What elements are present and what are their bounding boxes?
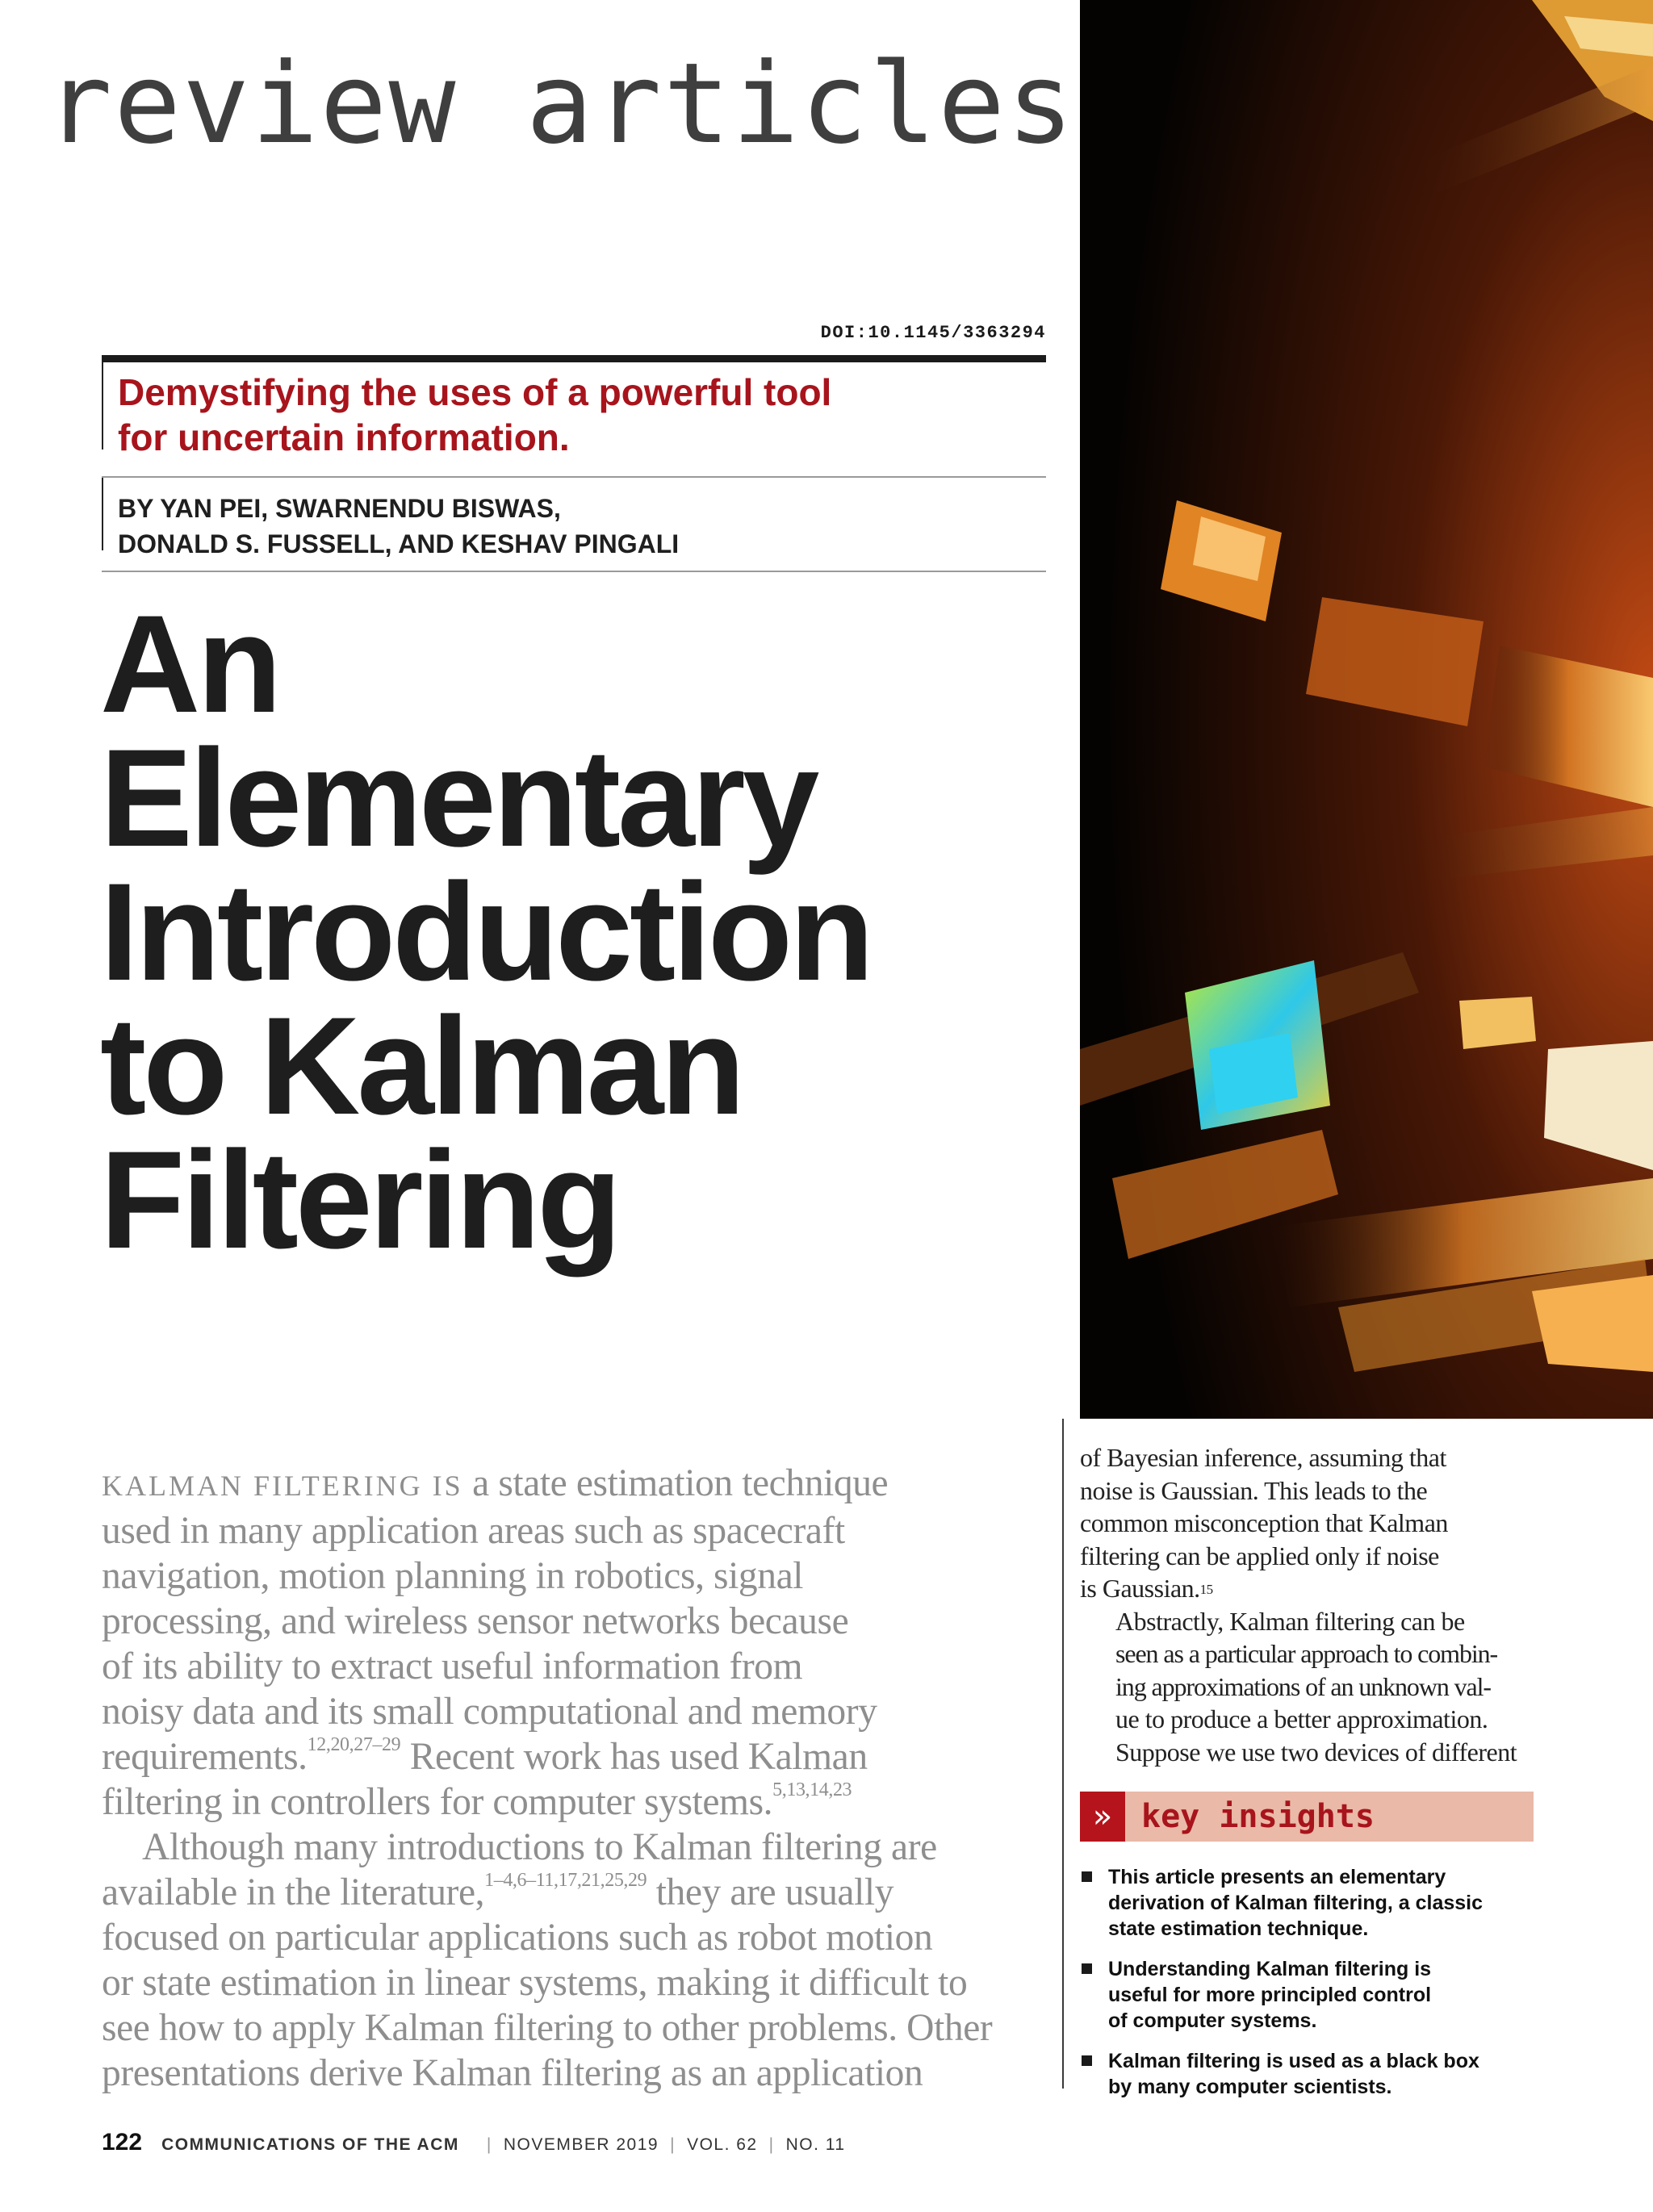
lead-line: KALMAN FILTERING IS a state estimation technique	[102, 1462, 889, 1504]
lead-line: available in the literature,$^{1-4,6-11,17,21,25,29}$ they are usually	[102, 1870, 894, 1913]
title-line: Filtering	[100, 1123, 619, 1277]
lead-smallcaps: KALMAN FILTERING IS	[102, 1470, 463, 1502]
insight-item: This article presents an elementary derivation of Kalman filtering, a classic state estimation technique.	[1080, 1864, 1534, 1942]
footer-separator: |	[768, 2135, 775, 2154]
citation: 5,13,14,23	[772, 1779, 852, 1801]
byline-line: DONALD S. FUSSELL, AND KESHAV PINGALI	[118, 529, 680, 558]
section-header: review articles	[45, 39, 1076, 169]
issue-number: NO. 11	[785, 2135, 846, 2154]
page-footer	[102, 2129, 846, 2156]
title-line: Introduction	[100, 855, 872, 1010]
lead-line: navigation, motion planning in robotics, signal	[102, 1555, 804, 1597]
byline	[118, 491, 1006, 562]
insight-item: Kalman filtering is used as a black box by many computer scientists.	[1080, 2048, 1534, 2100]
lead-line: presentations derive Kalman filtering as an application	[102, 2052, 923, 2094]
key-insights-list	[1080, 1864, 1534, 2100]
footer-separator: |	[670, 2135, 676, 2154]
lead-line: used in many application areas such as spacecraft	[102, 1510, 845, 1552]
lead-paragraphs	[102, 1461, 1046, 2096]
lead-line: noisy data and its small computational and memory	[102, 1691, 877, 1733]
insight-item: Understanding Kalman filtering is useful for more principled control of computer systems.	[1080, 1956, 1534, 2034]
header-rule	[102, 355, 1046, 362]
citation: 12,20,27–29	[307, 1734, 401, 1756]
subtitle-line: Demystifying the uses of a powerful tool	[118, 371, 832, 413]
title-line: An	[100, 587, 279, 742]
square-bullet-icon	[1082, 2055, 1092, 2066]
publication-name: COMMUNICATIONS OF THE ACM	[161, 2135, 459, 2154]
lead-line: or state estimation in linear systems, making it difficult to	[102, 1962, 968, 2004]
byline-line: BY YAN PEI, SWARNENDU BISWAS,	[118, 494, 561, 523]
volume: VOL. 62	[687, 2135, 758, 2154]
issue-date: NOVEMBER 2019	[503, 2135, 659, 2154]
lead-line: see how to apply Kalman filtering to other problems. Other	[102, 2007, 993, 2049]
lead-line: requirements.$^{12,20,27-29}$ Recent work has used Kalman	[102, 1734, 868, 1778]
page-number: 122	[102, 2129, 143, 2156]
double-chevron-icon: »	[1080, 1792, 1125, 1842]
key-insights-header	[1080, 1792, 1534, 1842]
right-column-text	[1080, 1441, 1534, 1768]
byline-rule	[102, 571, 1046, 572]
lead-line: filtering in controllers for computer systems.$^{5,13,14,23}$	[102, 1779, 852, 1823]
subtitle-bar	[102, 362, 103, 450]
subtitle-rule	[102, 476, 1046, 478]
title-line: Elementary	[100, 721, 817, 876]
column-separator	[1062, 1419, 1064, 2089]
citation: 1–4,6–11,17,21,25,29	[484, 1870, 647, 1892]
doi: DOI:10.1145/3363294	[820, 323, 1046, 343]
subtitle-line: for uncertain information.	[118, 416, 570, 458]
lead-line: processing, and wireless sensor networks because	[102, 1600, 849, 1642]
lead-line: of its ability to extract useful information from	[102, 1645, 803, 1687]
square-bullet-icon	[1082, 1963, 1092, 1974]
article-title	[100, 587, 1061, 1277]
citation: 15	[1199, 1582, 1213, 1597]
footer-separator: |	[486, 2135, 492, 2154]
lead-line: Although many introductions to Kalman filtering are	[142, 1826, 937, 1868]
key-insights-box	[1080, 1792, 1534, 2114]
key-insights-label: key insights	[1141, 1798, 1375, 1835]
square-bullet-icon	[1082, 1871, 1092, 1882]
right-paragraph: Abstractly, Kalman filtering can be seen as a particular approach to combin- ing approximations of an unknown val- ue to produce a better approximation. Suppose we use two devices of different	[1115, 1606, 1517, 1767]
byline-bar	[102, 478, 103, 550]
hero-image	[1080, 0, 1653, 1419]
right-paragraph: of Bayesian inference, assuming that noise is Gaussian. This leads to the common misconception that Kalman filtering can be applied only if noise is Gaussian.15	[1080, 1443, 1448, 1603]
lead-line: focused on particular applications such as robot motion	[102, 1917, 933, 1959]
subtitle	[118, 370, 1006, 460]
title-line: to Kalman	[100, 989, 743, 1144]
